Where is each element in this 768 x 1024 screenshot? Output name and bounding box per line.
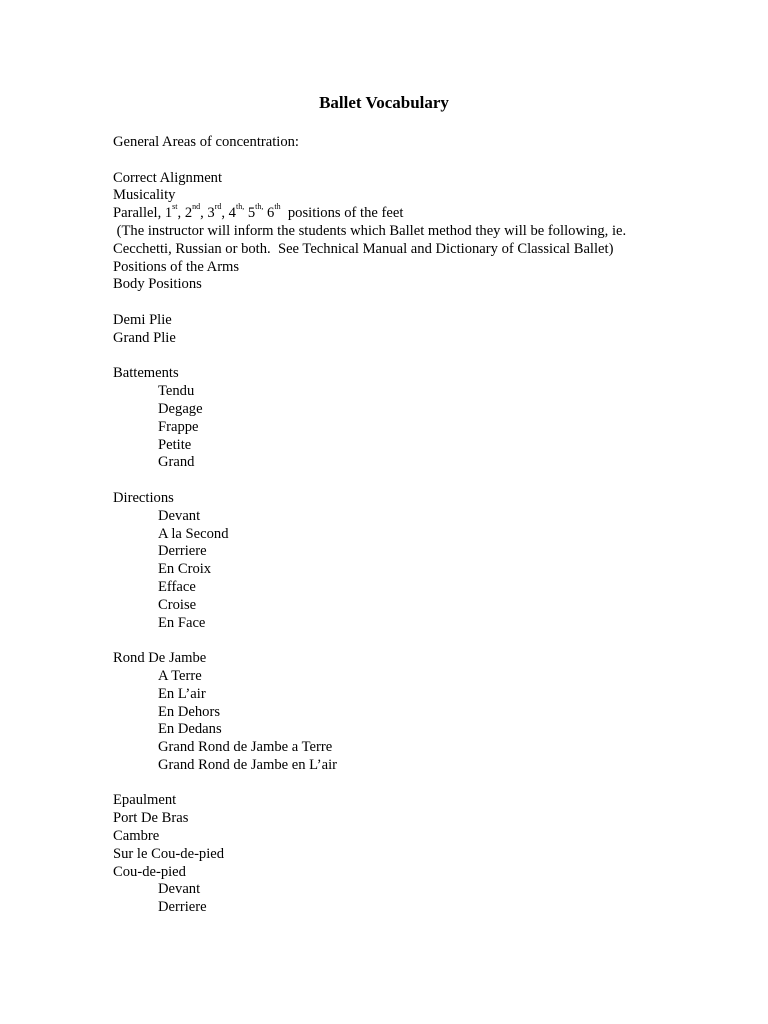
parallel-text-4: , 4 xyxy=(221,205,236,222)
intro-line: General Areas of concentration: xyxy=(113,134,299,150)
blank-line xyxy=(113,775,673,793)
directions-item: Derriere xyxy=(158,543,207,560)
cambre-line: Cambre xyxy=(113,828,160,845)
directions-item: A la Second xyxy=(158,525,229,542)
parallel-text-suffix: positions of the feet xyxy=(280,205,404,222)
grand-plie-line: Grand Plie xyxy=(113,329,176,346)
instructor-note-line-1: (The instructor will inform the students which Ballet method they will be following, ie. xyxy=(113,222,627,239)
battements-item: Grand xyxy=(158,454,195,471)
demi-plie-line: Demi Plie xyxy=(113,311,172,328)
parallel-text-6: 6 xyxy=(263,205,275,222)
rond-de-jambe-item: En Dedans xyxy=(158,721,222,738)
correct-alignment-line: Correct Alignment xyxy=(113,169,223,186)
battements-item: Petite xyxy=(158,436,192,453)
document-body xyxy=(113,134,673,917)
directions-item: En Croix xyxy=(158,561,212,578)
musicality-line: Musicality xyxy=(113,187,176,204)
rond-de-jambe-item: En Dehors xyxy=(158,703,221,720)
positions-arms-line: Positions of the Arms xyxy=(113,258,240,275)
rond-de-jambe-item: Grand Rond de Jambe en L’air xyxy=(158,756,337,773)
sur-le-cou-de-pied-line: Sur le Cou-de-pied xyxy=(113,845,225,862)
sup-4th: th, xyxy=(235,202,245,212)
cou-de-pied-item: Devant xyxy=(158,881,201,898)
blank-line xyxy=(113,294,673,312)
body-positions-line: Body Positions xyxy=(113,276,202,293)
directions-item: Efface xyxy=(158,578,196,595)
sup-5th: th, xyxy=(255,202,264,212)
cou-de-pied-heading: Cou-de-pied xyxy=(113,863,186,880)
port-de-bras-line: Port De Bras xyxy=(113,810,189,827)
parallel-text-2: , 2 xyxy=(177,205,193,222)
epaulment-line: Epaulment xyxy=(113,792,177,809)
document-title: Ballet Vocabulary xyxy=(319,93,449,112)
battements-item: Degage xyxy=(158,400,203,417)
cou-de-pied-item: Derriere xyxy=(158,899,207,916)
rond-de-jambe-heading: Rond De Jambe xyxy=(113,650,207,667)
rond-de-jambe-item: A Terre xyxy=(158,667,202,684)
parallel-text-3: , 3 xyxy=(200,205,215,222)
rond-de-jambe-item: En L’air xyxy=(158,685,206,702)
directions-item: En Face xyxy=(158,614,206,631)
battements-item: Tendu xyxy=(158,383,195,400)
battements-item: Frappe xyxy=(158,418,199,435)
sup-1st: st xyxy=(172,202,178,212)
blank-line xyxy=(113,152,673,170)
parallel-text-5: 5 xyxy=(244,205,256,222)
directions-heading: Directions xyxy=(113,489,174,506)
blank-line xyxy=(113,632,673,650)
rond-de-jambe-item: Grand Rond de Jambe a Terre xyxy=(158,739,333,756)
instructor-note-line-2: Cecchetti, Russian or both. See Technical Manual and Dictionary of Classical Ballet) xyxy=(113,240,614,257)
parallel-text-1: Parallel, 1 xyxy=(113,205,173,222)
blank-line xyxy=(113,348,673,366)
sup-3rd: rd xyxy=(214,202,222,212)
battements-heading: Battements xyxy=(113,365,179,382)
sup-6th: th xyxy=(274,202,281,212)
directions-item: Devant xyxy=(158,507,201,524)
sup-2nd: nd xyxy=(192,202,201,212)
directions-item: Croise xyxy=(158,596,197,613)
blank-line xyxy=(113,472,673,490)
parallel-positions-line xyxy=(113,202,673,223)
